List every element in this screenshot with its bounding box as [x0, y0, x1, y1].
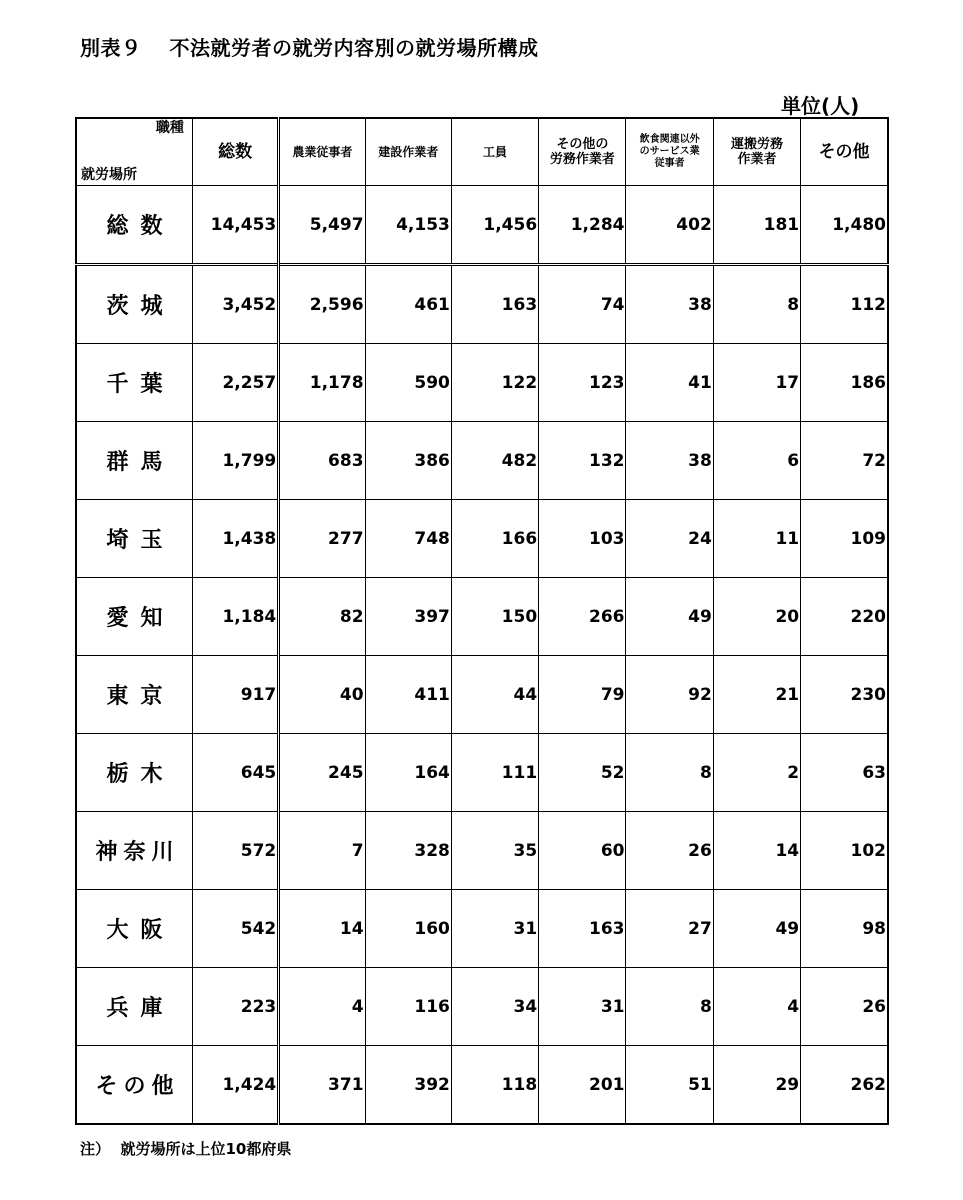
value-cell: 1,799 — [192, 422, 278, 500]
value-cell: 8 — [626, 734, 713, 812]
value-cell: 111 — [451, 734, 538, 812]
value-cell: 163 — [451, 265, 538, 344]
table-row — [76, 812, 888, 890]
value-cell: 262 — [801, 1046, 888, 1125]
corner-header-cell — [76, 118, 192, 186]
value-cell: 24 — [626, 500, 713, 578]
value-cell: 1,438 — [192, 500, 278, 578]
corner-occupation-label: 職種 — [155, 120, 184, 136]
column-header: 飲食関連以外 のサービス業 従事者 — [626, 118, 713, 186]
page-title: 別表９ 不法就労者の就労内容別の就労場所構成 — [80, 36, 539, 60]
value-cell: 4 — [713, 968, 800, 1046]
value-cell: 60 — [539, 812, 626, 890]
place-name-cell: 千葉 — [76, 344, 192, 422]
value-cell: 2,596 — [279, 265, 365, 344]
value-cell: 116 — [365, 968, 451, 1046]
value-cell: 8 — [626, 968, 713, 1046]
value-cell: 1,184 — [192, 578, 278, 656]
value-cell: 38 — [626, 265, 713, 344]
value-cell: 164 — [365, 734, 451, 812]
value-cell: 112 — [801, 265, 888, 344]
corner-place-label: 就労場所 — [81, 167, 137, 183]
header-row — [76, 118, 888, 186]
value-cell: 482 — [451, 422, 538, 500]
value-cell: 35 — [451, 812, 538, 890]
value-cell: 683 — [279, 422, 365, 500]
value-cell: 748 — [365, 500, 451, 578]
value-cell: 72 — [801, 422, 888, 500]
value-cell: 51 — [626, 1046, 713, 1125]
value-cell: 21 — [713, 656, 800, 734]
value-cell: 230 — [801, 656, 888, 734]
value-cell: 20 — [713, 578, 800, 656]
place-name-cell: 神奈川 — [76, 812, 192, 890]
value-cell: 122 — [451, 344, 538, 422]
value-cell: 79 — [539, 656, 626, 734]
value-cell: 386 — [365, 422, 451, 500]
place-name-cell: その他 — [76, 1046, 192, 1125]
value-cell: 150 — [451, 578, 538, 656]
value-cell: 14 — [279, 890, 365, 968]
value-cell: 220 — [801, 578, 888, 656]
value-cell: 645 — [192, 734, 278, 812]
value-cell: 2,257 — [192, 344, 278, 422]
value-cell: 26 — [626, 812, 713, 890]
table-row — [76, 186, 888, 265]
column-header: 総数 — [192, 118, 278, 186]
value-cell: 917 — [192, 656, 278, 734]
value-cell: 132 — [539, 422, 626, 500]
value-cell: 29 — [713, 1046, 800, 1125]
place-name-cell: 愛知 — [76, 578, 192, 656]
column-header: 建設作業者 — [365, 118, 451, 186]
place-name-cell: 栃木 — [76, 734, 192, 812]
value-cell: 34 — [451, 968, 538, 1046]
table-row — [76, 422, 888, 500]
value-cell: 1,424 — [192, 1046, 278, 1125]
place-name-cell: 埼玉 — [76, 500, 192, 578]
column-header: その他の 労務作業者 — [539, 118, 626, 186]
value-cell: 98 — [801, 890, 888, 968]
place-name-cell: 兵庫 — [76, 968, 192, 1046]
value-cell: 542 — [192, 890, 278, 968]
column-header: 工員 — [451, 118, 538, 186]
table-row — [76, 500, 888, 578]
value-cell: 1,480 — [801, 186, 888, 265]
value-cell: 14,453 — [192, 186, 278, 265]
value-cell: 201 — [539, 1046, 626, 1125]
table-row — [76, 344, 888, 422]
value-cell: 1,284 — [539, 186, 626, 265]
value-cell: 38 — [626, 422, 713, 500]
value-cell: 411 — [365, 656, 451, 734]
value-cell: 245 — [279, 734, 365, 812]
value-cell: 4 — [279, 968, 365, 1046]
value-cell: 590 — [365, 344, 451, 422]
value-cell: 49 — [626, 578, 713, 656]
place-name-cell: 東京 — [76, 656, 192, 734]
value-cell: 5,497 — [279, 186, 365, 265]
value-cell: 181 — [713, 186, 800, 265]
place-name-cell: 群馬 — [76, 422, 192, 500]
value-cell: 1,178 — [279, 344, 365, 422]
value-cell: 2 — [713, 734, 800, 812]
value-cell: 572 — [192, 812, 278, 890]
value-cell: 402 — [626, 186, 713, 265]
value-cell: 6 — [713, 422, 800, 500]
footnote: 注） 就労場所は上位10都府県 — [80, 1140, 292, 1158]
table-row — [76, 968, 888, 1046]
value-cell: 49 — [713, 890, 800, 968]
value-cell: 328 — [365, 812, 451, 890]
value-cell: 166 — [451, 500, 538, 578]
value-cell: 123 — [539, 344, 626, 422]
value-cell: 27 — [626, 890, 713, 968]
employment-table — [75, 117, 889, 1125]
unit-label: 単位(人) — [781, 94, 860, 118]
value-cell: 102 — [801, 812, 888, 890]
place-name-cell: 茨城 — [76, 265, 192, 344]
value-cell: 31 — [451, 890, 538, 968]
value-cell: 266 — [539, 578, 626, 656]
value-cell: 392 — [365, 1046, 451, 1125]
table-row — [76, 734, 888, 812]
value-cell: 3,452 — [192, 265, 278, 344]
value-cell: 163 — [539, 890, 626, 968]
value-cell: 74 — [539, 265, 626, 344]
value-cell: 223 — [192, 968, 278, 1046]
column-header: その他 — [801, 118, 888, 186]
value-cell: 26 — [801, 968, 888, 1046]
place-name-cell: 総数 — [76, 186, 192, 265]
column-header: 農業従事者 — [279, 118, 365, 186]
value-cell: 92 — [626, 656, 713, 734]
value-cell: 277 — [279, 500, 365, 578]
value-cell: 11 — [713, 500, 800, 578]
value-cell: 371 — [279, 1046, 365, 1125]
column-header: 運搬労務 作業者 — [713, 118, 800, 186]
value-cell: 118 — [451, 1046, 538, 1125]
value-cell: 103 — [539, 500, 626, 578]
place-name-cell: 大阪 — [76, 890, 192, 968]
value-cell: 397 — [365, 578, 451, 656]
value-cell: 4,153 — [365, 186, 451, 265]
value-cell: 1,456 — [451, 186, 538, 265]
value-cell: 44 — [451, 656, 538, 734]
value-cell: 109 — [801, 500, 888, 578]
table-row — [76, 656, 888, 734]
value-cell: 8 — [713, 265, 800, 344]
value-cell: 186 — [801, 344, 888, 422]
value-cell: 41 — [626, 344, 713, 422]
value-cell: 461 — [365, 265, 451, 344]
value-cell: 52 — [539, 734, 626, 812]
value-cell: 31 — [539, 968, 626, 1046]
value-cell: 17 — [713, 344, 800, 422]
table-row — [76, 1046, 888, 1125]
value-cell: 7 — [279, 812, 365, 890]
value-cell: 160 — [365, 890, 451, 968]
table-row — [76, 265, 888, 344]
value-cell: 40 — [279, 656, 365, 734]
value-cell: 82 — [279, 578, 365, 656]
table-row — [76, 890, 888, 968]
value-cell: 63 — [801, 734, 888, 812]
table-row — [76, 578, 888, 656]
value-cell: 14 — [713, 812, 800, 890]
